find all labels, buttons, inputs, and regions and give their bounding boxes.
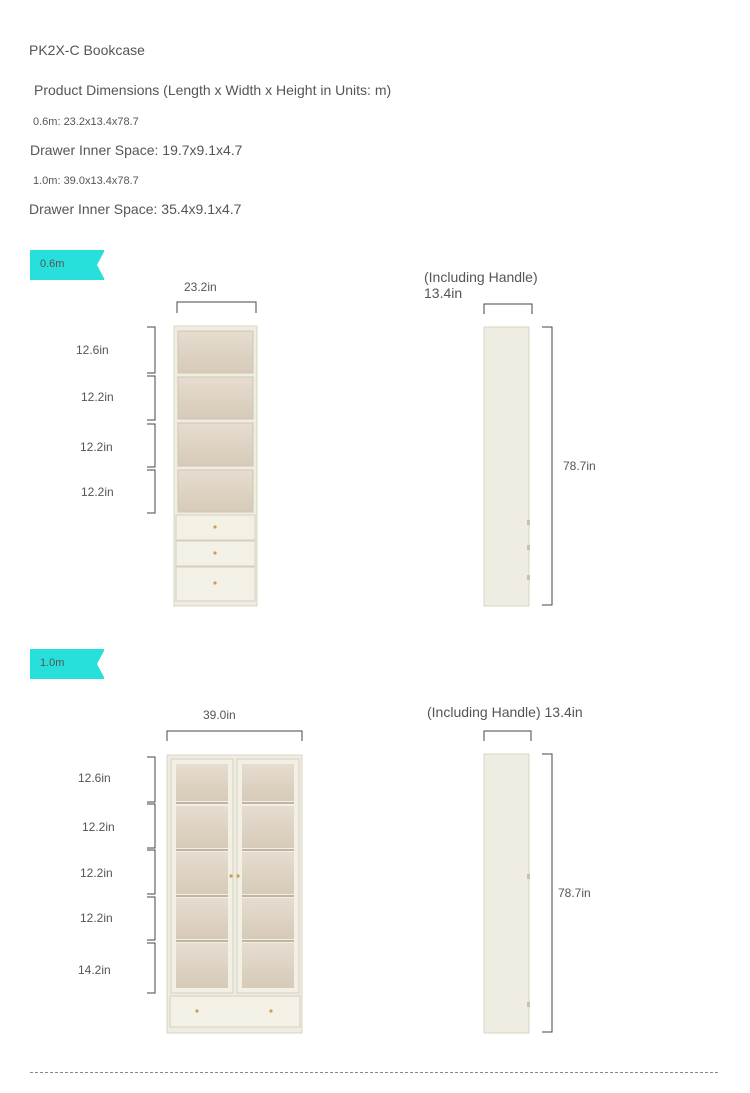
knob-icon [213, 525, 216, 528]
large-width-bracket [167, 731, 302, 741]
large-height-brackets [147, 757, 155, 993]
variant-large-dims: 1.0m: 39.0x13.4x78.7 [33, 175, 139, 187]
small-width-label: 23.2in [184, 280, 217, 294]
dimensions-heading: Product Dimensions (Length x Width x Height in Units: m) [34, 82, 392, 98]
small-depth-bracket [484, 304, 532, 314]
product-title: PK2X-C Bookcase [29, 42, 145, 58]
small-shelf-height-4: 12.2in [81, 485, 114, 499]
large-handle-label: (Including Handle) 13.4in [427, 704, 583, 720]
variant-large-drawer: Drawer Inner Space: 35.4x9.1x4.7 [29, 201, 242, 217]
large-total-height-bracket [542, 754, 552, 1032]
small-width-bracket [177, 302, 256, 313]
large-total-height: 78.7in [558, 886, 591, 900]
large-depth-bracket [484, 731, 531, 741]
large-shelf-height-4: 12.2in [80, 911, 113, 925]
small-total-height: 78.7in [563, 459, 596, 473]
small-handle-label: (Including Handle) [424, 269, 538, 285]
large-shelf-height-2: 12.2in [82, 820, 115, 834]
large-width-label: 39.0in [203, 708, 236, 722]
small-height-brackets [147, 327, 155, 513]
variant-small-drawer: Drawer Inner Space: 19.7x9.1x4.7 [30, 142, 243, 158]
variant-tag-large-label: 1.0m [40, 657, 65, 669]
large-shelf-height-3: 12.2in [80, 866, 113, 880]
small-shelf-height-3: 12.2in [80, 440, 113, 454]
small-total-height-bracket [542, 327, 552, 605]
large-bookcase-front [167, 755, 302, 1033]
small-shelf-height-2: 12.2in [81, 390, 114, 404]
large-bookcase-side [484, 754, 530, 1033]
small-bookcase-front [174, 326, 257, 606]
small-shelf-height-1: 12.6in [76, 343, 109, 357]
variant-tag-small-label: 0.6m [40, 258, 65, 270]
large-shelf-height-5: 14.2in [78, 963, 111, 977]
section-divider [30, 1072, 718, 1073]
small-bookcase-side [484, 327, 530, 606]
variant-small-dims: 0.6m: 23.2x13.4x78.7 [33, 116, 139, 128]
large-shelf-height-1: 12.6in [78, 771, 111, 785]
small-depth-label: 13.4in [424, 285, 463, 301]
